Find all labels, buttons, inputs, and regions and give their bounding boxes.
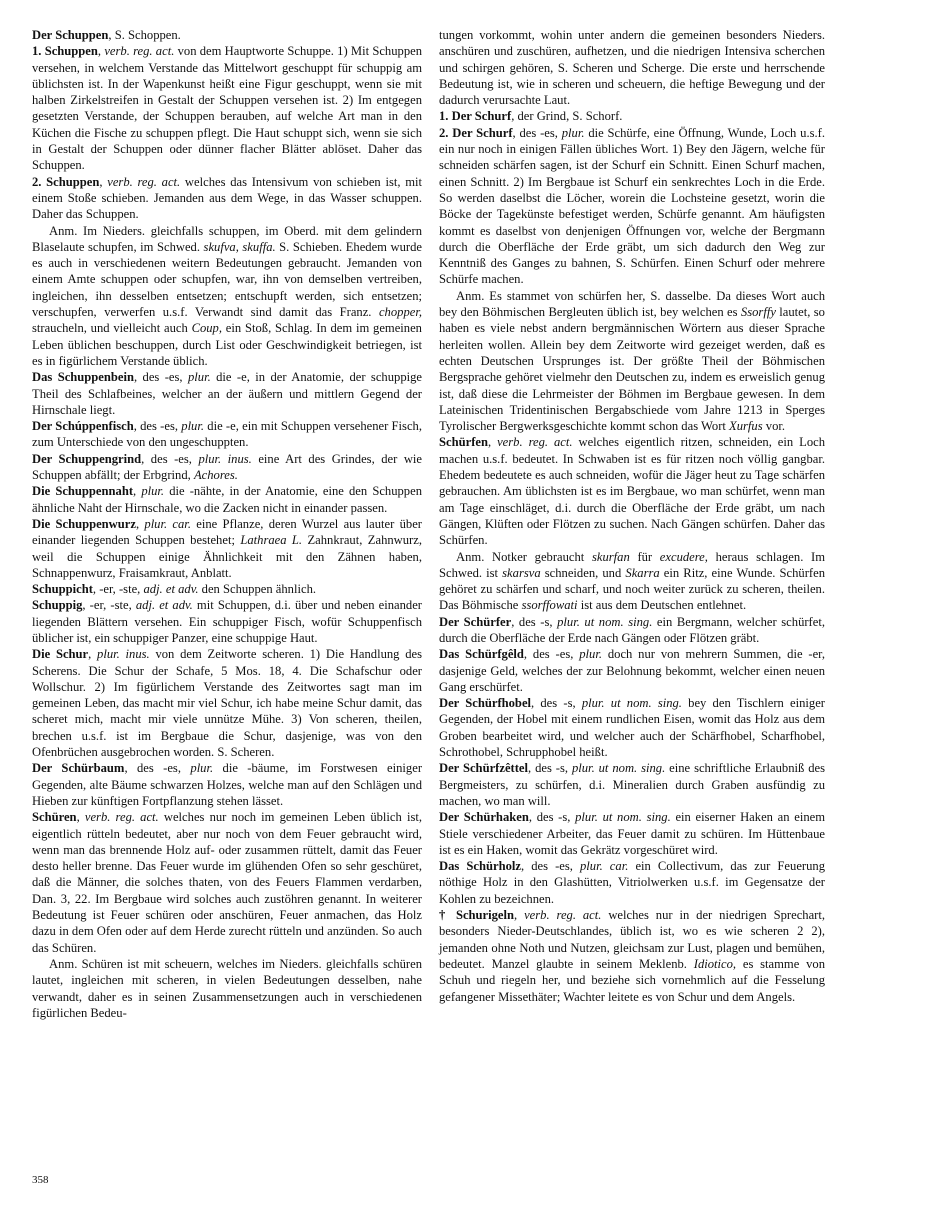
- annotation-paragraph: [32, 956, 422, 1021]
- dictionary-entry: [32, 418, 422, 451]
- italic-term: Achores.: [193, 468, 238, 483]
- headword: Schuppig: [32, 598, 83, 613]
- entry-text: , des -es,: [512, 125, 562, 140]
- italic-term: plur. car.: [144, 516, 191, 531]
- dictionary-entry: [32, 483, 422, 516]
- entry-text: Zahnkraut, Zahnwurz, weil die Schuppen einige Ähnlichkeit mit den Zähnen haben, Schnappenwurz, Fraisamkraut, Anblatt.: [32, 533, 422, 580]
- dictionary-entry: [32, 597, 422, 646]
- dictionary-entry: [32, 451, 422, 484]
- entry-text: ein Collectivum, das zur Feuerung nöthige Holz in den Glashütten, Vitriolwerken u.s.f. im Gegensatze der Kohlen zu bezeichnen.: [439, 859, 825, 906]
- italic-term: plur. ut nom. sing.: [571, 761, 666, 776]
- italic-term: plur. car.: [579, 859, 629, 874]
- italic-term: plur. inus.: [198, 451, 252, 466]
- italic-term: plur.: [181, 419, 205, 434]
- dictionary-entry: [439, 125, 825, 288]
- headword: Der Schürfhobel: [439, 696, 532, 711]
- dictionary-entry: [32, 174, 422, 223]
- right-column: [439, 27, 825, 1005]
- entry-text: welches nur in der niedrigen Sprechart, besonders Nieder-Deutschlandes, üblich ist, wo es wie scheren 2 2), jemanden ohne Noth und Nutzen, gleichsam zur Lust, plagen und bemühen, bedeutet. Manzel glaubte in seinem Meklenb.: [439, 908, 826, 971]
- entry-text: straucheln, und vielleicht auch: [32, 321, 192, 336]
- entry-text: , des -es,: [141, 451, 199, 466]
- italic-term: adj. et adv.: [135, 598, 193, 613]
- headword: Die Schur: [32, 647, 89, 662]
- entry-text: welches das Intensivum von schieben ist, mit einem Stoße schieben. Jemanden aus dem Wege, in das Wasser schuppen. Daher das Schuppen.: [32, 174, 422, 222]
- headword: Der Schuppen: [32, 28, 109, 42]
- entry-text: ein eiserner Haken an einem Stiele verschiedener Arbeiter, das Feuer damit zu schüren. Im Hüttenbaue ist es ein Haken, womit das Gekrätz vorgeschüret wird.: [439, 810, 826, 857]
- dictionary-entry: [32, 760, 422, 809]
- headword: Schürfen: [439, 435, 488, 450]
- italic-term: verb. reg. act.: [497, 435, 573, 450]
- dictionary-entry: [32, 516, 422, 581]
- italic-term: plur. ut nom. sing.: [581, 696, 682, 711]
- entry-text: ,: [514, 908, 525, 923]
- dictionary-entry: [32, 27, 422, 43]
- entry-text: lautet, so haben es viele nebst andern bergmännischen Wörtern aus dieser Sprache herleiten wollen. Allein bey dem Zeitworte wird gezeiget werden, daß es echten Deutschen Ursprunges ist. Der größte Theil der Böhmischen Bergsprache gehöret vielmehr den Deutschen zu, indem es erweislich genug ist, daß diese die Lehrmeister der Böhmen im Bergbaue gewesen. In dem Lateinischen Tridentinischen Bergabschiede vom Jahre 1213 in Sperges Tyrolischer Bergwerksgeschichte kommt schon das Wort: [439, 305, 825, 434]
- annotation-paragraph: [32, 223, 422, 370]
- entry-text: Anm. Es stammet von schürfen her, S. dasselbe. Da dieses Wort auch bey den Böhmischen Bergleuten üblich ist, bey welchen es: [439, 288, 825, 320]
- entry-text: ,: [487, 435, 498, 450]
- entry-text: , des -s,: [531, 696, 582, 711]
- headword: Das Schürfgêld: [439, 647, 524, 662]
- headword: Das Schuppenbein: [32, 370, 134, 385]
- italic-term: chopper,: [378, 305, 422, 320]
- entry-text: , -er, -ste,: [82, 598, 136, 613]
- entry-text: ,: [97, 44, 105, 59]
- headword: Die Schuppennaht: [32, 484, 134, 499]
- headword: Schüren: [32, 810, 77, 825]
- entry-text: ein Stoß, Schlag. In dem im gemeinen Leben üblichen beschuppen, durch List oder Geschwindigkeit betriegen, ist es in figürlichem Verstande üblich.: [32, 321, 422, 368]
- italic-term: verb. reg. act.: [107, 174, 181, 189]
- dictionary-entry: [439, 695, 825, 760]
- dictionary-entry: [439, 858, 825, 907]
- entry-text: den Schuppen ähnlich.: [198, 582, 317, 597]
- entry-text: , des -es,: [523, 647, 580, 662]
- headword: Der Schúppenfisch: [32, 419, 134, 434]
- dictionary-entry: [439, 760, 825, 809]
- page-number: 358: [32, 1174, 49, 1186]
- dictionary-entry: [439, 614, 825, 647]
- headword: Die Schuppenwurz: [32, 516, 136, 531]
- dictionary-entry: [32, 646, 422, 760]
- dictionary-entry: [32, 809, 422, 956]
- entry-text: eine Art des Grindes, der wie Schuppen abfällt; der Erbgrind,: [32, 451, 423, 483]
- italic-term: plur.: [190, 761, 214, 776]
- entry-text: ,: [99, 174, 108, 189]
- italic-term: adj. et adv.: [143, 582, 199, 597]
- entry-text: eine Pflanze, deren Wurzel aus lauter über einander liegenden Schuppen bestehet;: [32, 516, 422, 548]
- entry-text: , des -es,: [134, 370, 188, 385]
- dictionary-entry: [439, 434, 825, 548]
- entry-text: ,: [135, 516, 145, 531]
- entry-text: ,: [76, 810, 85, 825]
- dictionary-entry: [32, 43, 422, 173]
- headword: Der Schuppengrind: [32, 451, 142, 466]
- entry-text: , des -s,: [511, 614, 558, 629]
- italic-term: verb. reg. act.: [84, 810, 159, 825]
- headword: Der Schürfer: [439, 614, 512, 629]
- dictionary-entry: [439, 907, 825, 1005]
- entry-text: Anm. Im Nieders. gleichfalls schuppen, im Oberd. mit dem gelindern Blaselaute schupfen, im Schwed.: [32, 223, 422, 254]
- dictionary-entry: [439, 809, 825, 858]
- italic-term: verb. reg. act.: [104, 44, 175, 59]
- headword: Der Schürfzêttel: [439, 761, 529, 776]
- italic-term: verb. reg. act.: [524, 908, 602, 923]
- italic-term: Idiotico,: [693, 956, 737, 971]
- entry-text: Anm. Schüren ist mit scheuern, welches im Nieders. gleichfalls schüren lautet, ingleichen mit scheren, in vielen Bedeutungen desselben, nahe verwandt, daher es in seinen Zusammensetzungen auch in verschiedenen figürlichen Bedeu-: [32, 956, 422, 1020]
- entry-text: von dem Zeitworte scheren. 1) Die Handlung des Scherens. Die Schur der Schafe, 5 Mos. 18, 4. Die Schafschur oder Wollschur. 2) Im figürlichem Verstande des Zeitwortes sagt man im gemeinen Leben, das macht mir viel Schur, ich habe meine Schur damit, das scheret mich, macht mir viele unnütze Mühe. 3) Von scheren, theilen, brechen u.s.f. ist im Bergbaue die Schur, dasjenige, was von den Ofenbrüchen ausgebrochen worden. S. Scheren.: [32, 647, 423, 760]
- headword: Schuppicht: [32, 582, 93, 597]
- entry-text: , des -es,: [520, 859, 580, 874]
- entry-text: Anm. Notker gebraucht: [456, 549, 592, 564]
- entry-text: , des -es,: [133, 419, 182, 434]
- headword: Das Schürholz: [439, 859, 521, 874]
- entry-text: vor.: [762, 419, 786, 434]
- entry-text: bey den Tischlern einiger Gegenden, der Hobel mit einem rundlichen Eisen, womit das Holz aus dem Groben bearbeitet wird, und welcher auch der Schärfhobel, Scharfhobel, Schrothobel, Schrupphobel heißt.: [439, 696, 825, 760]
- entry-text: , S. Schoppen.: [108, 28, 181, 42]
- italic-term: Xurfus: [729, 419, 763, 434]
- dictionary-entry: [439, 108, 825, 124]
- entry-text: , des -s,: [528, 810, 576, 825]
- entry-text: welches eigentlich ritzen, schneiden, ein Loch machen u.s.f. bedeutet. In Schwaben ist es für ritzen noch völlig gangbar. Ehedem bedeutete es auch schneiden, wofür die Jäger heut zu Tage schärfen gebrauchen. Am üblichsten ist es im Bergbaue, wo man schürfet, wenn man am Tage einschläget, d.i. durch die Oberfläche der Erde gräbt, um nach Gängen, Klüften oder Flötzen zu suchen. Nach Gängen schürfen. Daher das Schürfen.: [439, 435, 826, 548]
- italic-term: ssorffowati: [521, 598, 578, 613]
- entry-text: die -e, in der Anatomie, der schuppige Theil des Schlafbeines, welcher an der äußern und mittlern Gegend der Hirnschale liegt.: [32, 370, 422, 417]
- left-column: [32, 27, 422, 1021]
- entry-text: die Schürfe, eine Öffnung, Wunde, Loch u.s.f. ein nur noch in einigen Fällen übliches Wort. 1) Bey den Jägern, welche für schneiden schärfen sagen, ist der Schurf ein Schnitt. Einen Schurf machen, einen Schnitt. 2) Im Bergbaue ist Schurf ein senkrechtes Loch in die Erde. So werden daselbst die Löcher, worein die Lochsteine gesetzt, worin die Böcke der Tagekünste befestiget werden, Schürfe genannt. Am häufigsten kommt es daselbst von denjenigen Öffnungen vor, welche der Bergmann durch die Oberfläche der Erde gräbt, um sich dadurch den Weg zur Kenntniß des Ganges zu bahnen, S. Schürfen. Einen Schurf oder mehrere Schürfe machen.: [439, 125, 825, 287]
- headword: 2. Der Schurf: [439, 125, 513, 140]
- headword: † Schurigeln: [439, 908, 515, 923]
- entry-text: mit Schuppen, d.i. über und neben einander liegenden Blättern versehen. Ein schuppiger Fisch, wofür Schuppenfisch üblicher ist, ein schuppiger Panzer, eine schuppige Haut.: [32, 598, 422, 645]
- entry-text: für: [629, 549, 660, 564]
- italic-term: skufva, skuffa.: [203, 239, 276, 254]
- entry-text: eine schriftliche Erlaubniß des Bergmeisters, zu schürfen, d.i. Mineralien durch Graben ausfündig zu machen, wo man will.: [439, 761, 826, 808]
- entry-text: ,: [133, 484, 142, 499]
- entry-text: ein Ritz, eine Wunde. Schürfen gehöret zu schärfen und scharf, und noch weiter zurück zu scheren, theilen. Das Böhmische: [439, 565, 826, 613]
- entry-text: die -e, ein mit Schuppen versehener Fisch, zum Unterschiede von den ungeschuppten.: [32, 419, 422, 450]
- entry-text: heraus schlagen. Im Schwed. ist: [439, 549, 826, 580]
- headword: 1. Schuppen: [32, 44, 98, 59]
- italic-term: Ssorffy: [740, 305, 776, 320]
- entry-text: , -er, -ste,: [92, 582, 144, 597]
- headword: Der Schürhaken: [439, 810, 529, 825]
- dictionary-entry: [439, 646, 825, 695]
- entry-text: doch nur von mehrern Summen, die -er, dasjenige Geld, welches der zur Belohnung bekommt, welcher einen neuen Gang erschürfet.: [439, 647, 826, 694]
- entry-text: tungen vorkommt, wohin unter andern die gemeinen besonders Nieders. anschüren und zuschüren, aufhetzen, und die niedrigen Intensiva scherchen und schirgen gehören, S. Scheren und Scherge. Die erste und herrschende Bedeutung ist, wie in scheren und scheuern, die heftige Bewegung und der dadurch verursachte Laut.: [439, 28, 825, 108]
- annotation-paragraph: [439, 288, 825, 435]
- italic-term: excudere,: [659, 549, 708, 564]
- dictionary-entry: [32, 369, 422, 418]
- entry-text: , des -s,: [528, 761, 572, 776]
- entry-text: ein Bergmann, welcher schürfet, durch die Oberfläche der Erde nach Gängen oder Flötzen gräbt.: [439, 614, 825, 645]
- italic-term: Skarra: [625, 565, 660, 580]
- entry-text: , des -es,: [124, 761, 191, 776]
- headword: 1. Der Schurf: [439, 109, 512, 124]
- entry-text: es stamme von Schuh und riegeln her, und beziehe sich vornehmlich auf die Fesselung gefangener Missethäter; Wachter leitete es von Schur und dem Angels.: [439, 956, 825, 1004]
- entry-text: die -nähte, in der Anatomie, eine den Schuppen ähnliche Naht der Hirnschale, wo die Zacken nicht in einander passen.: [32, 484, 422, 515]
- entry-text: S. Schieben. Ehedem wurde es auch in verschiedenen weitern Bedeutungen gebraucht. Jemanden von einem Amte schuppen oder schupfen, war, ihn von demselben vertreiben, ingleichen, ihn desselben entsetzen; entschupft werden, sich entsetzen; verschupfen, verwerfen u.s.f. Verwandt sind damit das Franz.: [32, 239, 422, 320]
- dictionary-entry: [439, 27, 825, 108]
- entry-text: die -bäume, im Forstwesen einiger Gegenden, alte Bäume schwarzen Holzes, welche man auf den Schlägen und Hieben zur künftigen Fortpflanzung stehen lässet.: [32, 761, 423, 808]
- headword: 2. Schuppen: [32, 174, 100, 189]
- italic-term: plur.: [579, 647, 602, 662]
- entry-text: welches nur noch im gemeinen Leben üblich ist, eigentlich rütteln bedeutet, aber nur noch von dem Feuer gebraucht wird, wenn man das brennende Holz auf- oder zusammen rüttelt, damit das Feuer desto heller brenne. Das Feuer wurde im glühenden Ofen so sehr geschüret, daß die Männer, die solches thaten, von des Feuers Flammen verdarben, Dan. 3, 22. Im Bergbaue wird solches auch zustöhren genannt. In weiterer Bedeutung ist Feuer schüren oder anschüren, Feuer anmachen, das Holz dazu in dem Ofen oder auf dem Herde zurecht rütteln und anzünden. So auch das Schüren.: [32, 810, 423, 955]
- italic-term: Coup,: [191, 321, 223, 336]
- italic-term: skurfan: [591, 549, 630, 564]
- italic-term: plur. inus.: [97, 647, 150, 662]
- italic-term: plur.: [141, 484, 165, 499]
- italic-term: Lathraea L.: [240, 533, 303, 548]
- italic-term: plur. ut nom. sing.: [557, 614, 653, 629]
- italic-term: skarsva: [502, 565, 541, 580]
- entry-text: ,: [88, 647, 98, 662]
- italic-term: plur.: [187, 370, 211, 385]
- italic-term: plur.: [561, 125, 585, 140]
- annotation-paragraph: [439, 549, 825, 614]
- entry-text: von dem Hauptworte Schuppe. 1) Mit Schuppen versehen, in welchem Verstande das Mittelwort geschuppt für schuppig am üblichsten ist. In der Wapenkunst heißt eine Figur geschuppt, wenn sie mit halben Zirkelstreifen in Gestalt der Schuppen versehen ist. 2) Im entgegen gesetzten Verstande, der Schuppen berauben, auf welche Art man in den Küchen die Fische zu schuppen pflegt. Die Haut schuppt sich, wenn sie sich in Gestalt der Schuppen oder dünner flacher Blätter ablöset. Daher das Schuppen.: [32, 44, 422, 173]
- entry-text: , der Grind, S. Schorf.: [511, 109, 623, 124]
- dictionary-entry: [32, 581, 422, 597]
- italic-term: plur. ut nom. sing.: [575, 810, 671, 825]
- entry-text: ist aus dem Deutschen entlehnet.: [577, 598, 747, 613]
- entry-text: schneiden, und: [540, 565, 626, 580]
- headword: Der Schürbaum: [32, 761, 125, 776]
